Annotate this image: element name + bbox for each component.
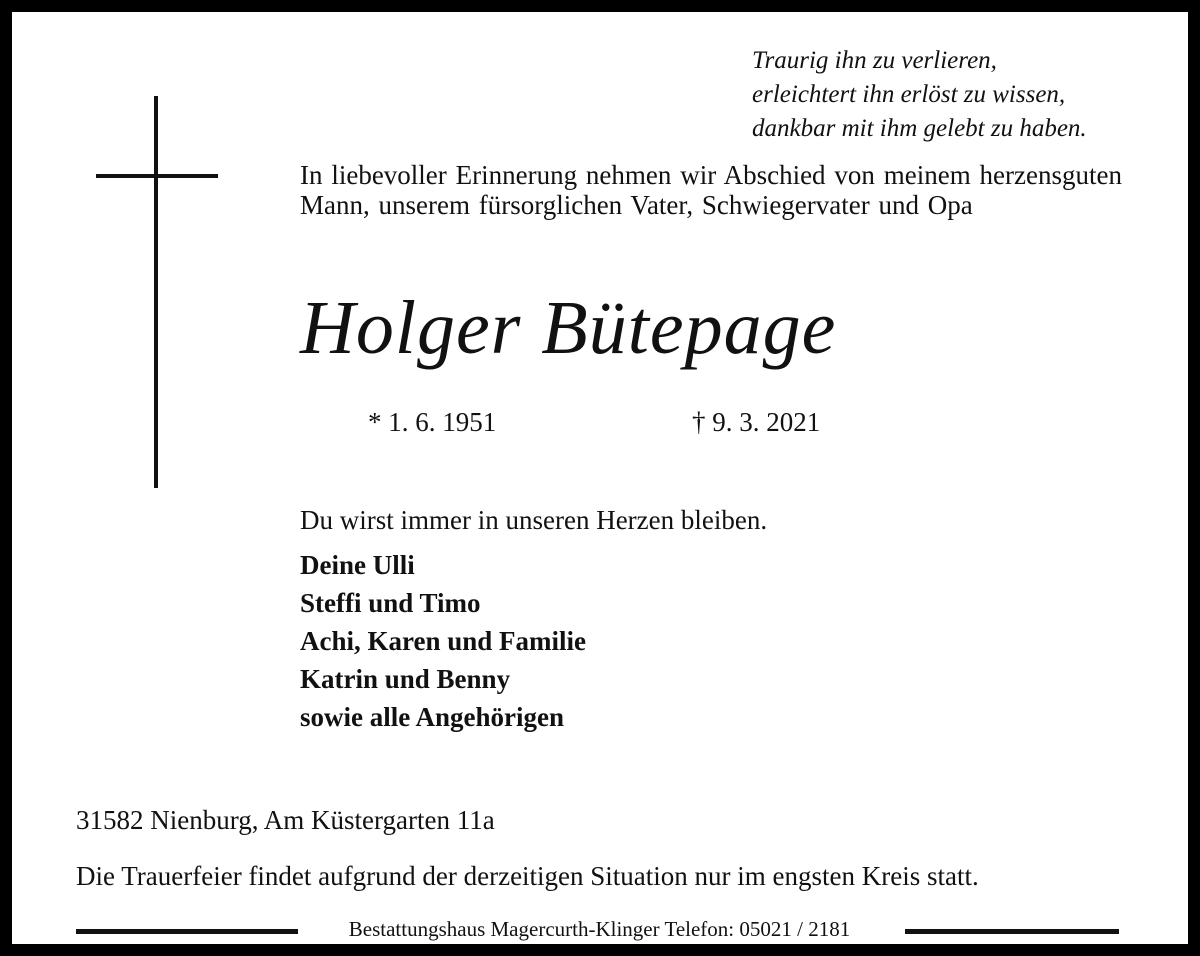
mourner-item: Deine Ulli xyxy=(300,550,415,580)
birth-date: * 1. 6. 1951 xyxy=(368,407,497,437)
intro-text: In liebevoller Erinnerung nehmen wir Abschied von meinem herzensguten Mann, unserem fürsorglichen Vater, Schwiegervater und Opa xyxy=(300,160,1122,220)
mourner-item: sowie alle Angehörigen xyxy=(300,702,564,732)
motto-line-3: dankbar mit ihm gelebt zu haben. xyxy=(752,115,1087,142)
death-date: † 9. 3. 2021 xyxy=(692,407,821,437)
motto-verse xyxy=(752,44,1172,146)
mourners-list xyxy=(300,546,586,736)
funeral-service-note: Die Trauerfeier findet aufgrund der derzeitigen Situation nur im engsten Kreis statt. xyxy=(76,861,979,891)
motto-line-2: erleichtert ihn erlöst zu wissen, xyxy=(752,81,1066,108)
footer-rule-left xyxy=(76,929,298,934)
deceased-name: Holger Bütepage xyxy=(300,286,837,370)
mourner-item: Achi, Karen und Familie xyxy=(300,626,587,656)
mourner-item: Steffi und Timo xyxy=(300,588,481,618)
family-address: 31582 Nienburg, Am Küstergarten 11a xyxy=(76,805,495,835)
remembrance-line: Du wirst immer in unseren Herzen bleiben. xyxy=(300,505,768,535)
funeral-home-contact: Bestattungshaus Magercurth-Klinger Telefon: 05021 / 2181 xyxy=(348,917,851,941)
motto-line-1: Traurig ihn zu verlieren, xyxy=(752,47,997,74)
footer-rule-right xyxy=(905,929,1119,934)
cross-icon xyxy=(154,96,158,488)
footer xyxy=(12,914,1188,944)
mourner-item: Katrin und Benny xyxy=(300,664,511,694)
cross-icon-bar xyxy=(96,174,218,178)
